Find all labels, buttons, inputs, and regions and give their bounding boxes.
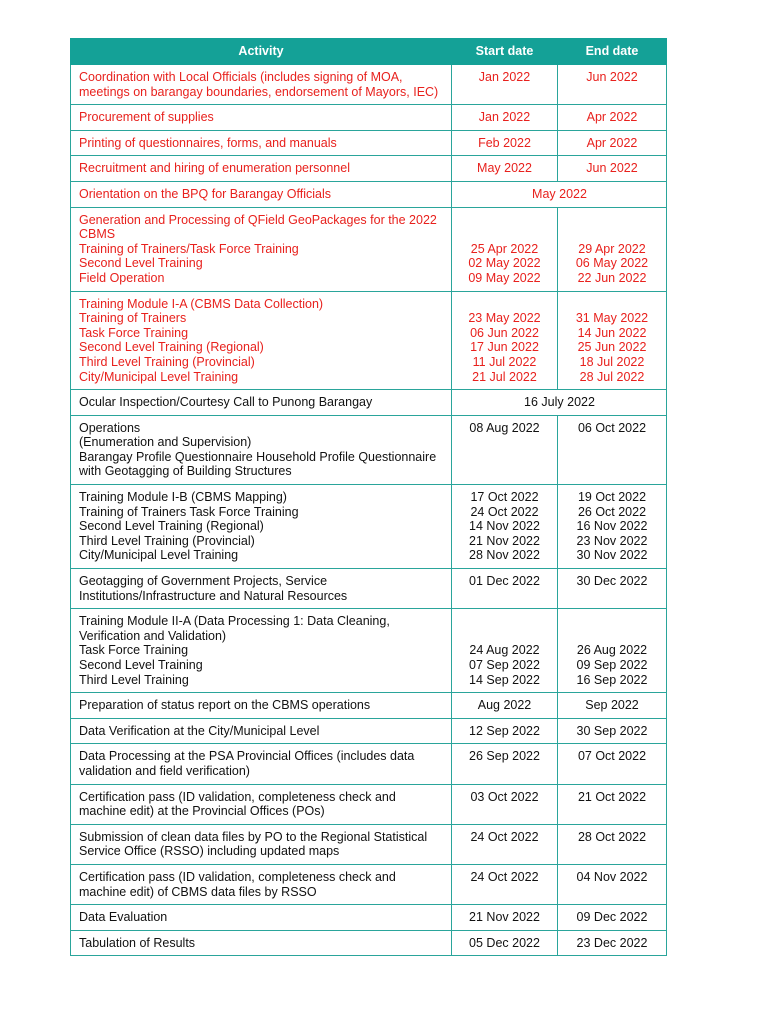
activity-cell bbox=[71, 415, 452, 484]
start-date: 07 Sep 2022 bbox=[469, 658, 540, 672]
end-date-header: End date bbox=[558, 39, 667, 65]
activity-line: City/Municipal Level Training bbox=[79, 369, 239, 384]
start-date: 17 Jun 2022 bbox=[470, 340, 539, 355]
end-date-cell bbox=[558, 130, 667, 156]
activity-cell bbox=[71, 181, 452, 207]
end-date: Jun 2022 bbox=[586, 70, 638, 84]
start-date: 02 May 2022 bbox=[468, 256, 541, 271]
start-date: 17 Oct 2022 bbox=[470, 490, 539, 505]
table-row bbox=[71, 744, 667, 784]
activity-line: Generation and Processing of QField GeoPackages for the 2022 bbox=[79, 212, 437, 227]
end-date: Sep 2022 bbox=[585, 698, 639, 713]
end-date: 04 Nov 2022 bbox=[576, 869, 648, 884]
table-row bbox=[71, 291, 667, 390]
activity-line: City/Municipal Level Training bbox=[79, 548, 239, 563]
date-span-cell: May 2022 bbox=[452, 181, 667, 207]
table-header bbox=[71, 39, 667, 65]
table-row bbox=[71, 864, 667, 904]
activity-line: validation and field verification) bbox=[79, 763, 250, 778]
activity-line: machine edit) at the Provincial Offices (POs) bbox=[79, 804, 325, 819]
end-date: 30 Dec 2022 bbox=[576, 574, 648, 589]
activity-line: Institutions/Infrastructure and Natural Resources bbox=[79, 588, 348, 603]
start-date: 24 Oct 2022 bbox=[470, 504, 539, 519]
activity-line: Data Processing at the PSA Provincial Offices (includes data bbox=[79, 749, 415, 764]
end-date: 21 Oct 2022 bbox=[577, 789, 647, 804]
start-date-cell bbox=[452, 485, 558, 569]
start-date-cell bbox=[452, 156, 558, 182]
table-row bbox=[71, 156, 667, 182]
activity-cell bbox=[71, 485, 452, 569]
start-date: 23 May 2022 bbox=[468, 311, 541, 326]
end-date: Apr 2022 bbox=[586, 135, 638, 150]
end-date: Apr 2022 bbox=[586, 110, 638, 125]
start-date-cell bbox=[452, 930, 558, 956]
table-row bbox=[71, 105, 667, 131]
activity-line: Third Level Training bbox=[79, 672, 189, 687]
start-date-cell bbox=[452, 744, 558, 784]
activity-line: Training Module II-A (Data Processing 1: Data Cleaning, bbox=[79, 614, 390, 629]
start-date: 25 Apr 2022 bbox=[470, 241, 539, 256]
start-date-cell bbox=[452, 905, 558, 931]
end-date-cell bbox=[558, 784, 667, 824]
end-date-cell bbox=[558, 569, 667, 609]
start-date-cell bbox=[452, 415, 558, 484]
activity-cell bbox=[71, 718, 452, 744]
activity-cell bbox=[71, 784, 452, 824]
start-date: 14 Sep 2022 bbox=[469, 672, 540, 687]
end-date: 16 Nov 2022 bbox=[576, 519, 648, 534]
start-date: 01 Dec 2022 bbox=[469, 574, 540, 589]
end-date-cell bbox=[558, 415, 667, 484]
end-date: 06 May 2022 bbox=[575, 256, 649, 271]
start-date-cell bbox=[452, 291, 558, 390]
end-date: 30 Sep 2022 bbox=[576, 723, 648, 738]
activity-line: Task Force Training bbox=[79, 643, 189, 658]
table-row bbox=[71, 824, 667, 864]
end-date-cell bbox=[558, 930, 667, 956]
activity-line: Operations bbox=[79, 420, 141, 435]
start-date: 21 Nov 2022 bbox=[469, 910, 540, 925]
activity-cell bbox=[71, 744, 452, 784]
end-date: 23 Dec 2022 bbox=[576, 935, 648, 950]
table-row bbox=[71, 65, 667, 105]
start-date: 26 Sep 2022 bbox=[469, 749, 540, 764]
table-body bbox=[71, 65, 667, 956]
start-date-cell bbox=[452, 693, 558, 719]
end-date: 26 Oct 2022 bbox=[577, 504, 647, 519]
activity-line: Data Evaluation bbox=[79, 910, 168, 925]
start-date-cell bbox=[452, 130, 558, 156]
start-date-cell bbox=[452, 569, 558, 609]
activity-cell bbox=[71, 905, 452, 931]
start-date-cell bbox=[452, 609, 558, 693]
activity-line: meetings on barangay boundaries, endorsement of Mayors, IEC) bbox=[79, 84, 439, 99]
start-date: 24 Aug 2022 bbox=[469, 643, 540, 658]
end-date: 23 Nov 2022 bbox=[576, 533, 648, 548]
end-date: 19 Oct 2022 bbox=[577, 490, 647, 505]
start-date-header: Start date bbox=[452, 39, 558, 65]
activity-line: Recruitment and hiring of enumeration personnel bbox=[79, 161, 350, 176]
activity-line: Certification pass (ID validation, completeness check and bbox=[79, 869, 396, 884]
end-date-cell bbox=[558, 105, 667, 131]
end-date: 18 Jul 2022 bbox=[579, 354, 645, 369]
table-row bbox=[71, 415, 667, 484]
activity-line: CBMS bbox=[79, 227, 116, 242]
activity-line: Orientation on the BPQ for Barangay Officials bbox=[79, 186, 331, 201]
activity-line: machine edit) of CBMS data files by RSSO bbox=[79, 884, 317, 899]
end-date: 26 Aug 2022 bbox=[576, 643, 648, 658]
end-date-cell bbox=[558, 485, 667, 569]
end-date-cell bbox=[558, 65, 667, 105]
end-date: 22 Jun 2022 bbox=[577, 270, 647, 285]
schedule-table bbox=[70, 38, 667, 956]
activity-line: Barangay Profile Questionnaire Household Profile Questionnaire bbox=[79, 449, 437, 464]
activity-cell bbox=[71, 291, 452, 390]
end-date-cell bbox=[558, 718, 667, 744]
end-date-cell bbox=[558, 291, 667, 390]
end-date: 28 Oct 2022 bbox=[577, 829, 647, 844]
activity-line: Second Level Training bbox=[79, 658, 203, 672]
activity-line: Data Verification at the City/Municipal Level bbox=[79, 723, 320, 738]
activity-line: Task Force Training bbox=[79, 325, 189, 340]
start-date-cell bbox=[452, 105, 558, 131]
activity-header: Activity bbox=[71, 39, 452, 65]
activity-line: Third Level Training (Provincial) bbox=[79, 533, 255, 548]
table-row bbox=[71, 930, 667, 956]
start-date: 14 Nov 2022 bbox=[469, 519, 540, 534]
activity-line: Coordination with Local Officials (includes signing of MOA, bbox=[79, 70, 403, 84]
table-row bbox=[71, 181, 667, 207]
start-date: 09 May 2022 bbox=[468, 270, 541, 285]
end-date: 29 Apr 2022 bbox=[578, 241, 646, 256]
end-date: 16 Sep 2022 bbox=[576, 672, 648, 687]
end-date-cell bbox=[558, 609, 667, 693]
activity-line: Training Module I-B (CBMS Mapping) bbox=[79, 490, 287, 505]
activity-cell bbox=[71, 130, 452, 156]
activity-line: Tabulation of Results bbox=[79, 935, 196, 950]
activity-cell bbox=[71, 824, 452, 864]
end-date: Jun 2022 bbox=[586, 161, 638, 176]
activity-line: Preparation of status report on the CBMS operations bbox=[79, 698, 371, 713]
activity-cell bbox=[71, 207, 452, 291]
activity-line: Geotagging of Government Projects, Service bbox=[79, 574, 328, 589]
end-date: 28 Jul 2022 bbox=[579, 369, 645, 384]
start-date-cell bbox=[452, 824, 558, 864]
activity-line: with Geotagging of Building Structures bbox=[79, 464, 292, 479]
end-date-cell bbox=[558, 207, 667, 291]
table-row bbox=[71, 130, 667, 156]
activity-line: Service Office (RSSO) including updated maps bbox=[79, 844, 340, 859]
activity-line: Certification pass (ID validation, completeness check and bbox=[79, 789, 396, 804]
activity-cell bbox=[71, 65, 452, 105]
activity-line: Verification and Validation) bbox=[79, 628, 227, 643]
activity-line: Submission of clean data files by PO to the Regional Statistical bbox=[79, 829, 428, 844]
start-date: Jan 2022 bbox=[478, 70, 531, 84]
start-date: 05 Dec 2022 bbox=[469, 935, 540, 950]
end-date: 30 Nov 2022 bbox=[576, 548, 648, 563]
table-row bbox=[71, 905, 667, 931]
activity-line: Printing of questionnaires, forms, and manuals bbox=[79, 135, 337, 150]
table-row bbox=[71, 207, 667, 291]
end-date: 07 Oct 2022 bbox=[577, 749, 647, 764]
activity-cell bbox=[71, 105, 452, 131]
end-date-cell bbox=[558, 824, 667, 864]
end-date: 31 May 2022 bbox=[575, 311, 649, 326]
activity-cell bbox=[71, 569, 452, 609]
start-date: 06 Jun 2022 bbox=[470, 325, 539, 340]
table-row bbox=[71, 718, 667, 744]
start-date: 28 Nov 2022 bbox=[469, 548, 540, 563]
start-date: May 2022 bbox=[477, 161, 532, 176]
start-date: 12 Sep 2022 bbox=[469, 723, 540, 738]
table-row bbox=[71, 390, 667, 416]
start-date: 21 Nov 2022 bbox=[469, 533, 540, 548]
header-row bbox=[71, 39, 667, 65]
end-date-cell bbox=[558, 744, 667, 784]
activity-cell bbox=[71, 390, 452, 416]
start-date: 11 Jul 2022 bbox=[472, 354, 537, 369]
table-row bbox=[71, 784, 667, 824]
start-date: 03 Oct 2022 bbox=[470, 789, 539, 804]
activity-line: Training of Trainers Task Force Training bbox=[79, 504, 299, 519]
start-date-cell bbox=[452, 864, 558, 904]
start-date: 24 Oct 2022 bbox=[470, 869, 539, 884]
end-date: 06 Oct 2022 bbox=[577, 420, 647, 435]
table-row bbox=[71, 609, 667, 693]
activity-line: Training of Trainers bbox=[79, 311, 187, 326]
activity-line: Third Level Training (Provincial) bbox=[79, 354, 255, 369]
end-date-cell bbox=[558, 905, 667, 931]
end-date-cell bbox=[558, 156, 667, 182]
start-date-cell bbox=[452, 784, 558, 824]
start-date: Aug 2022 bbox=[477, 698, 532, 713]
activity-cell bbox=[71, 609, 452, 693]
activity-line: Field Operation bbox=[79, 270, 165, 285]
start-date-cell bbox=[452, 718, 558, 744]
activity-line: Second Level Training (Regional) bbox=[79, 340, 264, 355]
end-date: 14 Jun 2022 bbox=[577, 325, 647, 340]
activity-line: Training Module I-A (CBMS Data Collection) bbox=[79, 296, 324, 311]
activity-cell bbox=[71, 930, 452, 956]
start-date: 24 Oct 2022 bbox=[470, 829, 539, 844]
start-date: 21 Jul 2022 bbox=[472, 369, 537, 384]
activity-line: Training of Trainers/Task Force Training bbox=[79, 241, 299, 256]
end-date: 09 Dec 2022 bbox=[576, 910, 648, 925]
activity-cell bbox=[71, 864, 452, 904]
activity-line: Second Level Training (Regional) bbox=[79, 519, 264, 534]
start-date: Jan 2022 bbox=[478, 110, 531, 125]
activity-line: Second Level Training bbox=[79, 256, 203, 271]
end-date: 09 Sep 2022 bbox=[576, 658, 648, 672]
activity-cell bbox=[71, 693, 452, 719]
activity-line: Ocular Inspection/Courtesy Call to Punong Barangay bbox=[79, 395, 373, 410]
activity-line: (Enumeration and Supervision) bbox=[79, 435, 252, 450]
end-date-cell bbox=[558, 864, 667, 904]
table-row bbox=[71, 485, 667, 569]
start-date: 08 Aug 2022 bbox=[469, 420, 540, 435]
table-row bbox=[71, 569, 667, 609]
table-row bbox=[71, 693, 667, 719]
end-date-cell bbox=[558, 693, 667, 719]
end-date: 25 Jun 2022 bbox=[577, 340, 647, 355]
date-span-cell: 16 July 2022 bbox=[452, 390, 667, 416]
start-date-cell bbox=[452, 207, 558, 291]
start-date-cell bbox=[452, 65, 558, 105]
activity-line: Procurement of supplies bbox=[79, 110, 214, 125]
activity-cell bbox=[71, 156, 452, 182]
start-date: Feb 2022 bbox=[478, 135, 531, 150]
